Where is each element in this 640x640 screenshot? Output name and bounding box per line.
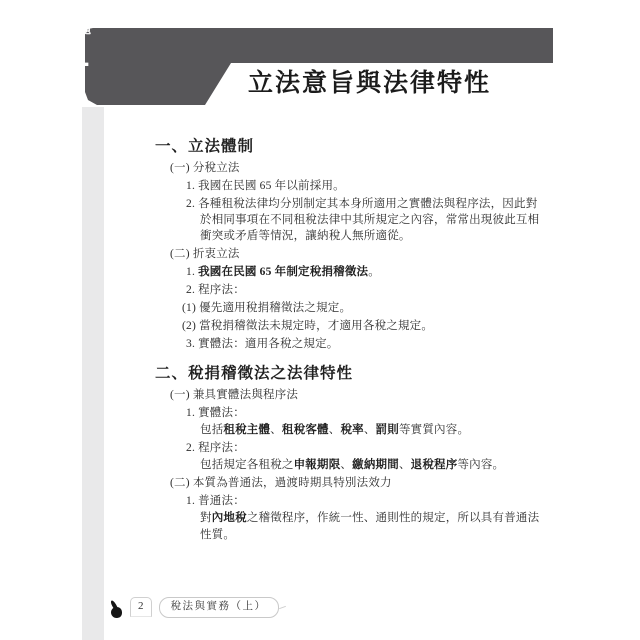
- topic-number: 1: [70, 36, 90, 73]
- page-number: 2: [130, 597, 152, 617]
- book-title-badge: 稅法與實務（上）: [159, 597, 279, 618]
- text-line: (2) 當稅捐稽徵法未規定時，才適用各稅之規定。: [182, 320, 434, 332]
- text-line: 1. 我國在民國 65 年制定稅捐稽徵法。: [186, 266, 380, 278]
- text-line: (二) 本質為普通法，過渡時期具特別法效力: [170, 477, 392, 489]
- topic-label: 主題: [67, 24, 93, 36]
- text-line: 2. 各種租稅法律均分別制定其本身所適用之實體法與程序法，因此對: [186, 198, 538, 210]
- ink-drop-icon: [109, 599, 123, 618]
- text-line: (1) 優先適用稅捐稽徵法之規定。: [182, 302, 352, 314]
- text-line: (二) 折衷立法: [170, 248, 240, 260]
- chapter-title: 立法意旨與法律特性: [248, 70, 492, 97]
- text-line: (一) 兼具實體法與程序法: [170, 389, 299, 401]
- text-line: 1. 我國在民國 65 年以前採用。: [186, 180, 345, 192]
- text-line: 性質。: [200, 529, 236, 541]
- text-line: 包括規定各租稅之申報期限、繳納期間、退稅程序等內容。: [200, 459, 505, 471]
- text-line: 1. 普通法：: [186, 495, 245, 507]
- text-line: 2. 程序法：: [186, 284, 245, 296]
- text-line: (一) 分稅立法: [170, 162, 240, 174]
- text-line: 包括租稅主體、租稅客體、稅率、罰則等實質內容。: [200, 424, 470, 436]
- text-line: 一、立法體制: [155, 138, 255, 155]
- text-line: 衝突或矛盾等情況，讓納稅人無所適從。: [200, 230, 411, 242]
- page-edge-strip: [82, 107, 104, 640]
- text-line: 1. 實體法：: [186, 407, 245, 419]
- text-line: 二、稅捐稽徵法之法律特性: [155, 365, 354, 382]
- page-footer: [109, 594, 279, 620]
- text-line: 對內地稅之稽徵程序，作統一性、通則性的規定，所以具有普通法: [200, 512, 540, 524]
- text-line: 3. 實體法：適用各稅之規定。: [186, 338, 339, 350]
- content-area: [155, 137, 547, 543]
- topic-block: [62, 24, 98, 71]
- text-line: 於相同事項在不同租稅法律中其所規定之內容，常常出現彼此互相: [200, 214, 540, 226]
- text-line: 2. 程序法：: [186, 442, 245, 454]
